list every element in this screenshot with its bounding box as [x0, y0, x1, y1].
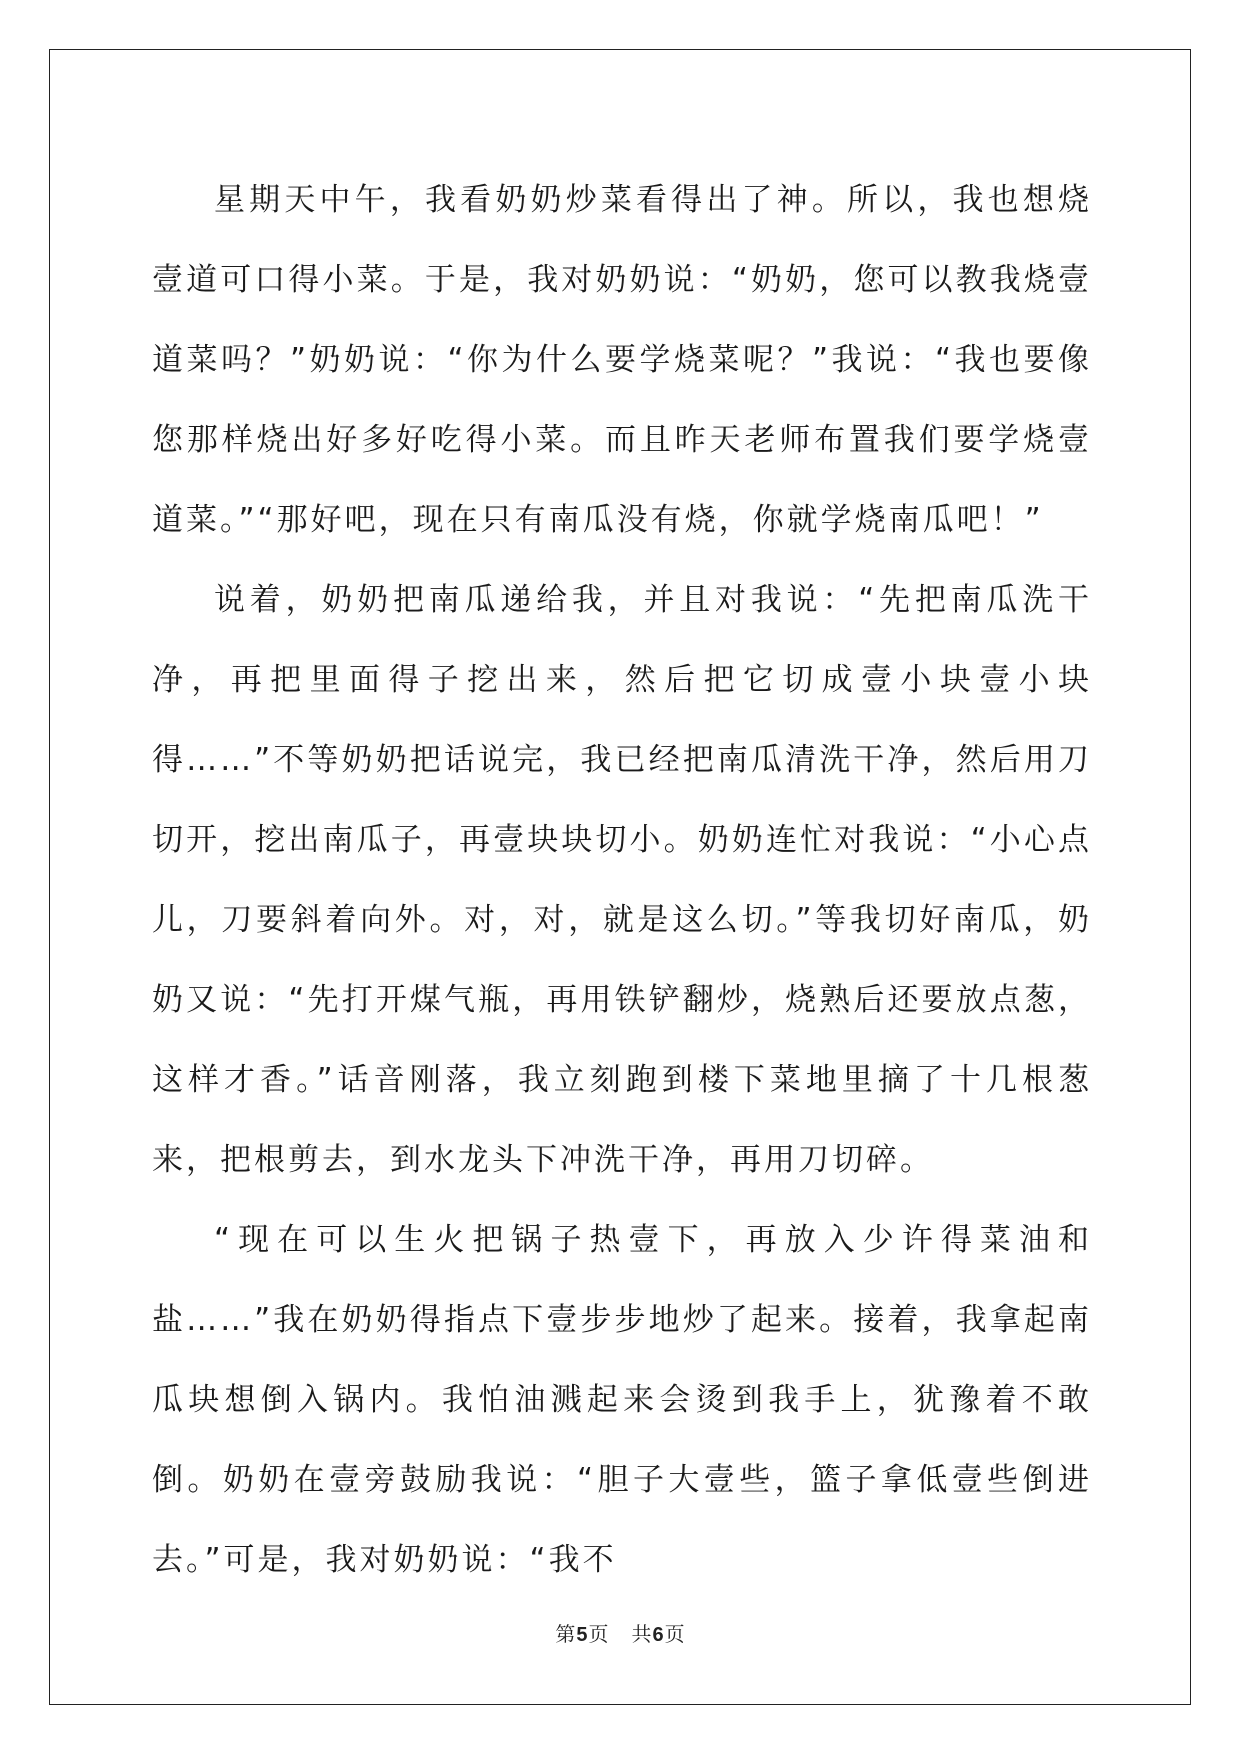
paragraph-1: 星期天中午，我看奶奶炒菜看得出了神。所以，我也想烧壹道可口得小菜。于是，我对奶奶说：“奶奶，您可以教我烧壹道菜吗？”奶奶说：“你为什么要学烧菜呢？”我说：“我也要像您那样烧出好多好吃得小菜。而且昨天老师布置我们要学烧壹道菜。”“那好吧，现在只有南瓜没有烧，你就学烧南瓜吧！”	[152, 182, 1092, 538]
paragraph-3: “现在可以生火把锅子热壹下，再放入少许得菜油和盐……”我在奶奶得指点下壹步步地炒了起来。接着，我拿起南瓜块想倒入锅内。我怕油溅起来会烫到我手上，犹豫着不敢倒。奶奶在壹旁鼓励我说：“胆子大壹些，篮子拿低壹些倒进去。”可是，我对奶奶说：“我不	[152, 1222, 1092, 1578]
total-prefix: 共	[631, 1622, 653, 1646]
page-footer	[0, 1618, 1241, 1647]
total-suffix: 页	[664, 1622, 686, 1646]
paragraph-2: 说着，奶奶把南瓜递给我，并且对我说：“先把南瓜洗干净，再把里面得子挖出来，然后把它切成壹小块壹小块得……”不等奶奶把话说完，我已经把南瓜清洗干净，然后用刀切开，挖出南瓜子，再壹块块切小。奶奶连忙对我说：“小心点儿，刀要斜着向外。对，对，就是这么切。”等我切好南瓜，奶奶又说：“先打开煤气瓶，再用铁铲翻炒，烧熟后还要放点葱，这样才香。”话音刚落，我立刻跑到楼下菜地里摘了十几根葱来，把根剪去，到水龙头下冲洗干净，再用刀切碎。	[152, 582, 1092, 1178]
page-current: 5	[576, 1624, 589, 1646]
page-suffix: 页	[588, 1622, 610, 1646]
page-total: 6	[652, 1624, 665, 1646]
page-prefix: 第	[555, 1622, 577, 1646]
document-body	[152, 160, 1092, 1600]
